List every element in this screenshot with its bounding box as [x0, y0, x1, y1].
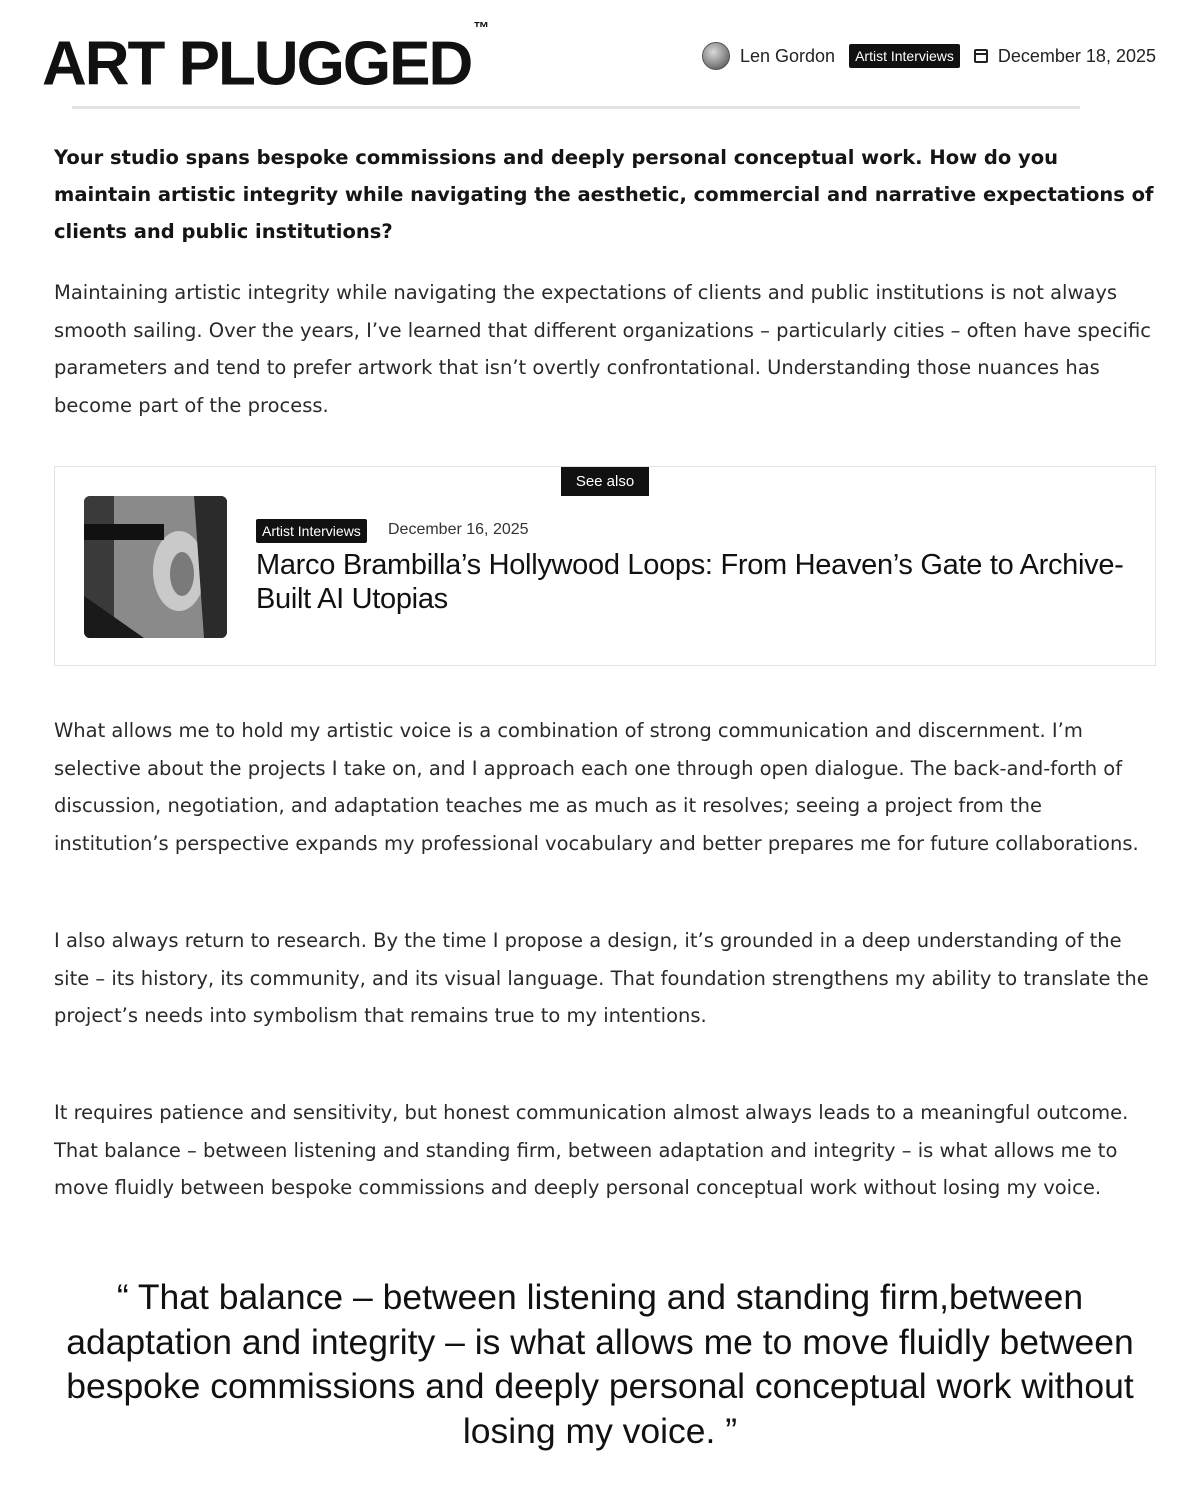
- related-thumbnail-image[interactable]: [84, 496, 227, 638]
- answer-paragraph-3: I also always return to research. By the time I propose a design, it’s grounded in a deep understanding of the site – its history, its community, and its visual language. That foundation strengthens my ability to translate the project’s needs into symbolism that remains true to my intentions.: [54, 929, 1149, 1027]
- article-meta: [702, 42, 1156, 70]
- author-avatar-icon[interactable]: [702, 42, 730, 70]
- related-date: December 16, 2025: [388, 521, 529, 538]
- pull-quote: “ That balance – between listening and standing firm,between adaptation and integrity – is what allows me to move fluidly between bespoke commissions and deeply personal conceptual work without losing my voice. ”: [66, 1277, 1134, 1451]
- answer-paragraph-1: Maintaining artistic integrity while navigating the expectations of clients and public institutions is not always smooth sailing. Over the years, I’ve learned that different organizations – particularly cities – often have specific parameters and tend to prefer artwork that isn’t overtly confrontational. Understanding those nuances has become part of the process.: [54, 281, 1152, 417]
- category-badge[interactable]: Artist Interviews: [849, 44, 960, 68]
- logo-text: ART PLUGGED: [42, 29, 472, 99]
- header-divider: [72, 106, 1080, 109]
- see-also-label: See also: [561, 467, 649, 496]
- publish-date: December 18, 2025: [997, 45, 1156, 66]
- trademark: ™: [473, 20, 490, 37]
- answer-paragraph-4: It requires patience and sensitivity, but honest communication almost always leads to a meaningful outcome. That balance – between listening and standing firm, between adaptation and integrity – is what allows me to move fluidly between bespoke commissions and deeply personal conceptual work without losing my voice.: [54, 1101, 1129, 1199]
- related-category-badge[interactable]: Artist Interviews: [256, 519, 367, 543]
- author-name[interactable]: Len Gordon: [740, 45, 836, 66]
- calendar-icon: [974, 49, 988, 63]
- site-logo[interactable]: [42, 20, 490, 100]
- answer-paragraph-2: What allows me to hold my artistic voice is a combination of strong communication and discernment. I’m selective about the projects I take on, and I approach each one through open dialogue. The back-and-forth of discussion, negotiation, and adaptation teaches me as much as it resolves; seeing a project from the institution’s perspective expands my professional vocabulary and better prepares me for future collaborations.: [54, 719, 1139, 855]
- portrait-thumbnail-icon: [84, 496, 227, 638]
- related-article-title[interactable]: Marco Brambilla’s Hollywood Loops: From Heaven’s Gate to Archive-Built AI Utopias: [256, 549, 1124, 615]
- interview-question: Your studio spans bespoke commissions and deeply personal conceptual work. How do you maintain artistic integrity while navigating the aesthetic, commercial and narrative expectations of clients and public institutions?: [54, 146, 1154, 243]
